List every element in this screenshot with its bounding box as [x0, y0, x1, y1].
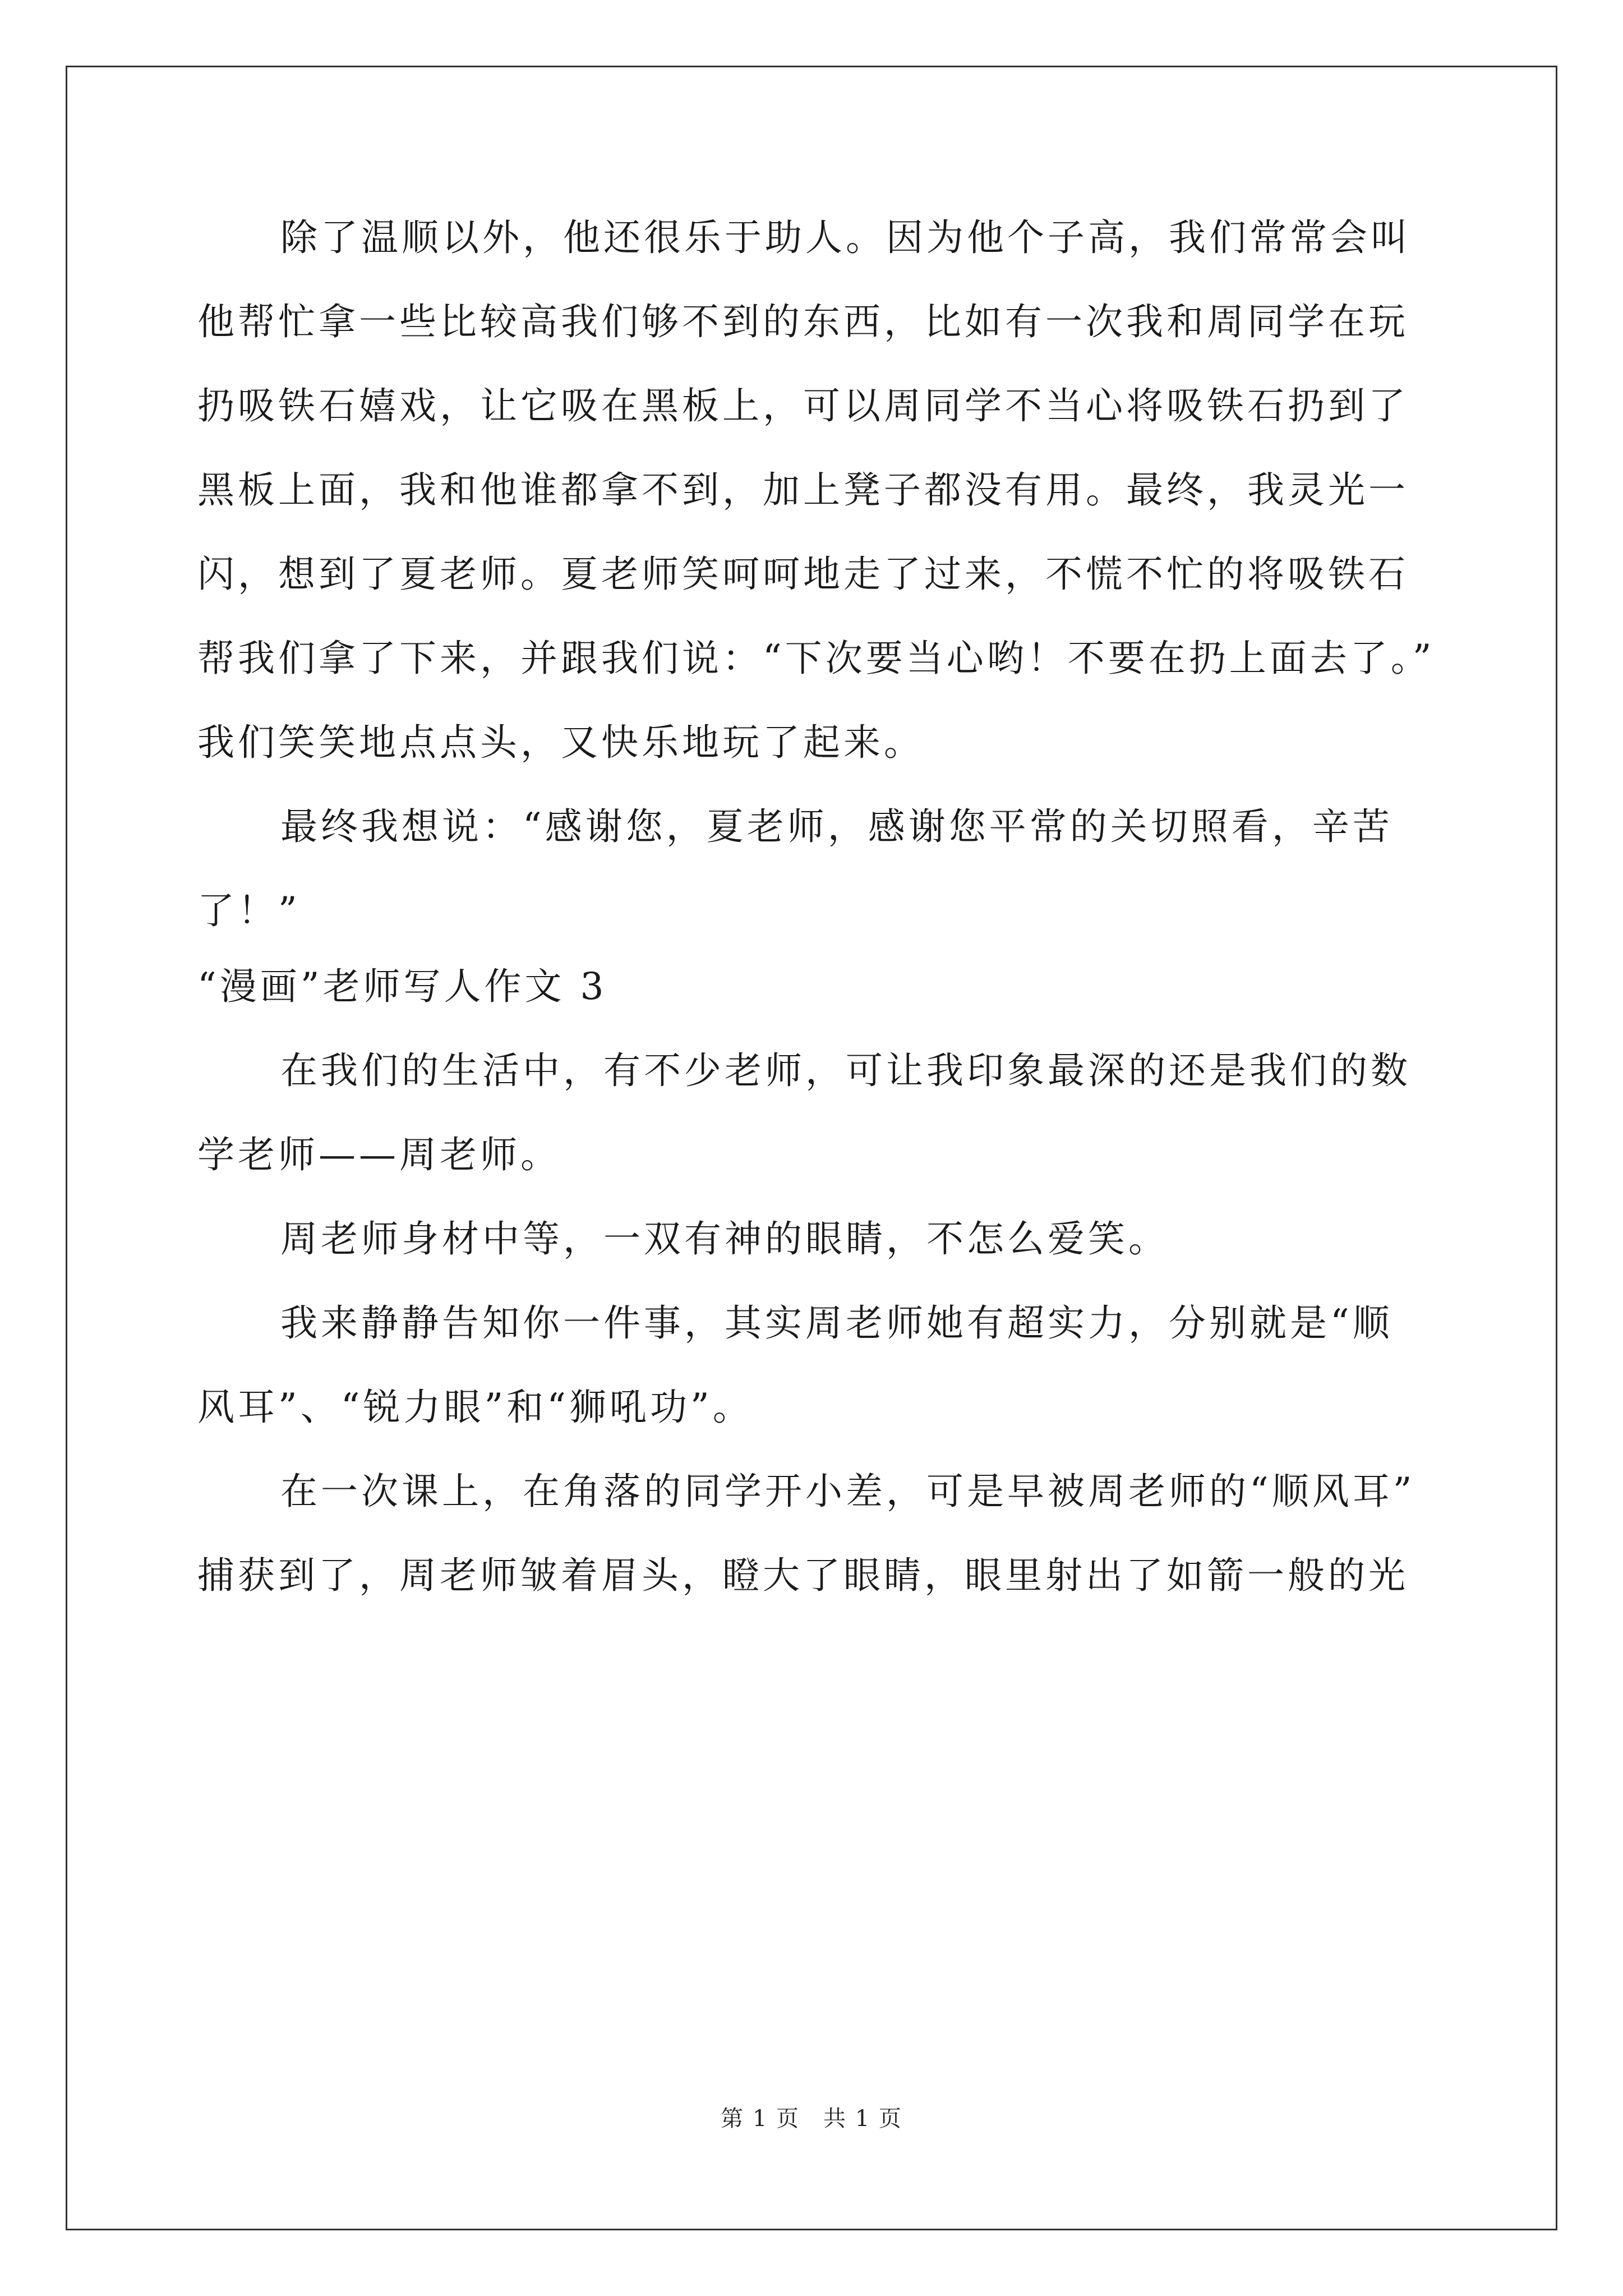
paragraph-line: 在我们的生活中，有不少老师，可让我印象最深的还是我们的数	[280, 1049, 1411, 1092]
paragraph-line: 在一次课上，在角落的同学开小差，可是早被周老师的“顺风耳”	[280, 1470, 1415, 1513]
paragraph-line: 捕获到了，周老师皱着眉头，瞪大了眼睛，眼里射出了如箭一般的光	[197, 1554, 1409, 1597]
paragraph-line: 了！”	[197, 889, 301, 932]
paragraph-line: 黑板上面，我和他谁都拿不到，加上凳子都没有用。最终，我灵光一	[197, 468, 1409, 512]
paragraph-line: 我们笑笑地点点头，又快乐地玩了起来。	[197, 721, 924, 764]
paragraph-line: 周老师身材中等，一双有神的眼睛，不怎么爱笑。	[280, 1217, 1169, 1260]
paragraph-line: 扔吸铁石嬉戏，让它吸在黑板上，可以周同学不当心将吸铁石扔到了	[197, 384, 1409, 427]
page-number: 第 1 页 共 1 页	[721, 2106, 902, 2132]
paragraph-line: 我来静静告知你一件事，其实周老师她有超实力，分别就是“顺	[280, 1301, 1393, 1345]
paragraph-line: 风耳”、“锐力眼”和“狮吼功”。	[197, 1386, 753, 1429]
paragraph-line: 学老师——周老师。	[197, 1133, 561, 1176]
paragraph-line: 他帮忙拿一些比较高我们够不到的东西，比如有一次我和周同学在玩	[197, 300, 1409, 343]
paragraph-line: 帮我们拿了下来，并跟我们说：“下次要当心哟！不要在扔上面去了。”	[197, 637, 1435, 680]
paragraph-line: 最终我想说：“感谢您，夏老师，感谢您平常的关切照看，辛苦	[280, 805, 1393, 848]
paragraph-line: 除了温顺以外，他还很乐于助人。因为他个子高，我们常常会叫	[280, 216, 1411, 259]
paragraph-line: 闪，想到了夏老师。夏老师笑呵呵地走了过来，不慌不忙的将吸铁石	[197, 553, 1409, 596]
section-heading: “漫画”老师写人作文 3	[197, 965, 607, 1008]
